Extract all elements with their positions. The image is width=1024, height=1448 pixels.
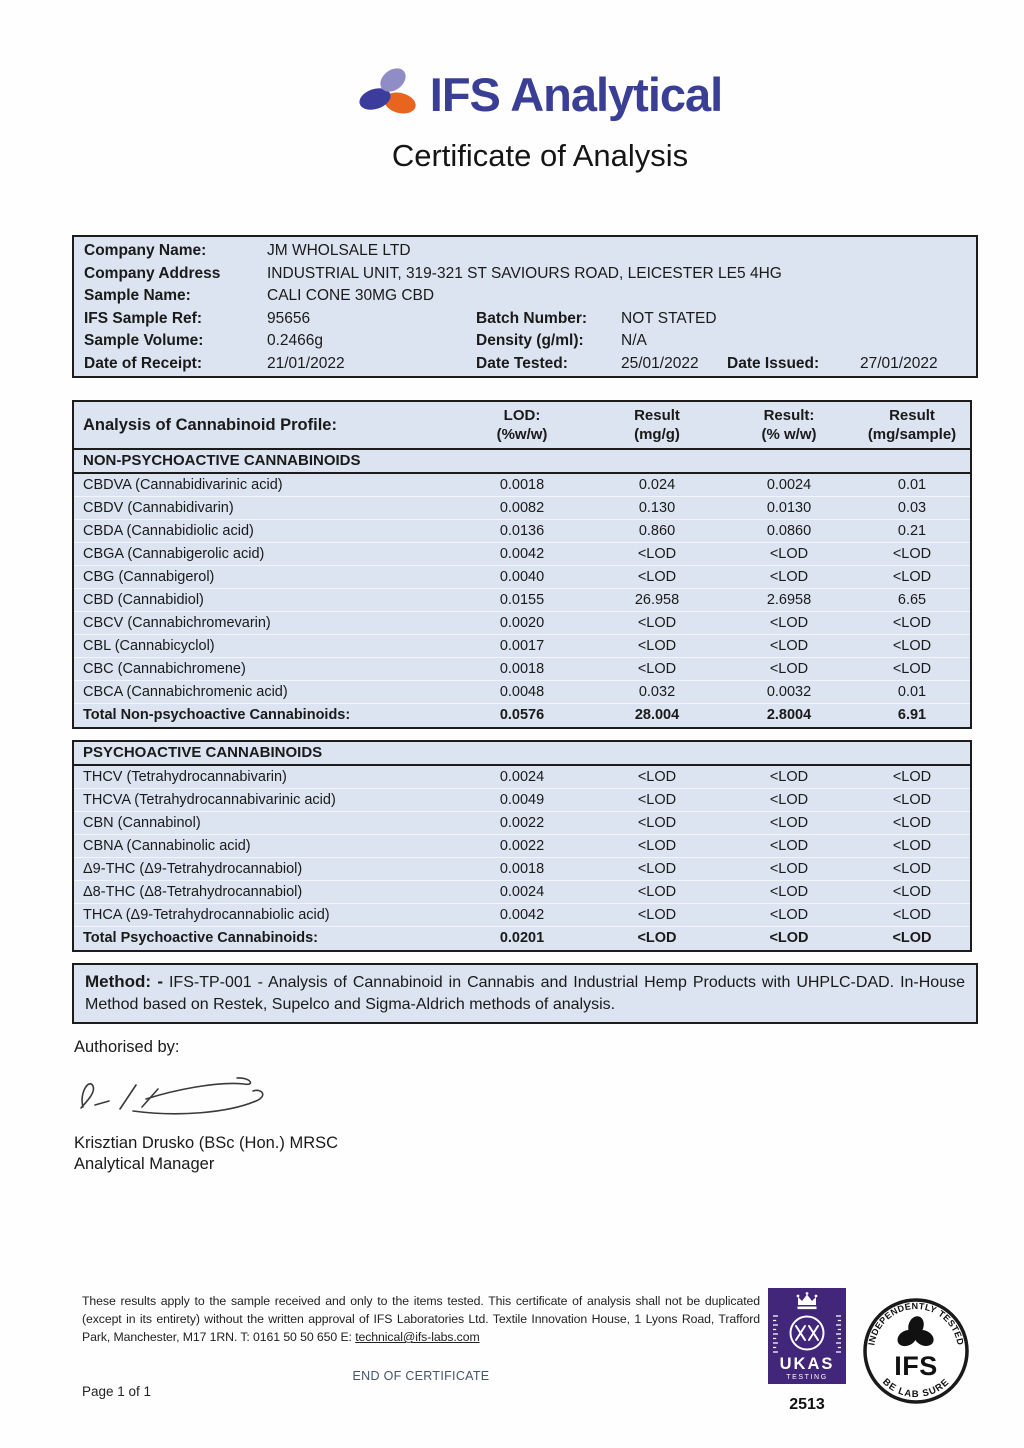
- signature-icon: [76, 1065, 276, 1117]
- result-cell: <LOD: [637, 861, 677, 877]
- result-cell: 0.0082: [499, 500, 545, 516]
- result-cell: <LOD: [769, 569, 809, 585]
- email-link[interactable]: technical@ifs-labs.com: [355, 1330, 480, 1345]
- result-cell: 0.0155: [499, 592, 545, 608]
- result-cell: <LOD: [769, 815, 809, 831]
- field-label: Sample Volume:: [84, 332, 204, 349]
- result-cell: <LOD: [892, 838, 932, 854]
- column-header-lod: [454, 402, 590, 448]
- result-cell: 0.0136: [499, 523, 545, 539]
- ukas-badge: [768, 1288, 846, 1414]
- table-row: [74, 766, 970, 789]
- result-cell: <LOD: [892, 792, 932, 808]
- result-cell: 0.0201: [499, 930, 545, 946]
- authorisation-block: [74, 1038, 338, 1174]
- result-cell: 6.91: [897, 707, 927, 723]
- result-cell: <LOD: [769, 546, 809, 562]
- result-cell: <LOD: [892, 638, 932, 654]
- result-cell: 0.03: [897, 500, 927, 516]
- field-label: Date of Receipt:: [84, 354, 202, 372]
- ifs-seal-icon: [861, 1294, 971, 1408]
- result-cell: <LOD: [892, 861, 932, 877]
- result-cell: <LOD: [637, 907, 677, 923]
- result-cell: <LOD: [769, 907, 809, 923]
- brand-name: IFS Analytical: [429, 67, 723, 121]
- seal-bottom-text: BE LAB SURE: [880, 1376, 952, 1401]
- result-cell: <LOD: [892, 930, 932, 946]
- method-text: IFS-TP-001 - Analysis of Cannabinoid in Cannabis and Industrial Hemp Products with UHPLC-DAD. In-House Method based on Restek, Supelco and Sigma-Aldrich methods of analysis.: [85, 974, 965, 1014]
- result-cell: 6.65: [897, 592, 927, 608]
- result-cell: 0.0576: [499, 707, 545, 723]
- result-cell: 0.01: [897, 684, 927, 700]
- ifs-seal-badge: [861, 1294, 971, 1413]
- result-cell: 0.01: [897, 477, 927, 493]
- field-label: Date Issued:: [727, 354, 820, 372]
- column-header-line: (% w/w): [761, 426, 817, 443]
- authorised-by-heading: Authorised by:: [74, 1038, 180, 1056]
- result-cell: <LOD: [769, 930, 809, 946]
- result-cell: 0.860: [638, 523, 676, 539]
- analyte-cell: THCVA (Tetrahydrocannabivarinic acid): [83, 792, 336, 808]
- table-row: [74, 858, 970, 881]
- result-cell: 0.0130: [766, 500, 812, 516]
- sample-info-table: [72, 235, 978, 378]
- column-header-mg-sample: [854, 402, 970, 448]
- table-row: [74, 474, 970, 497]
- ukas-accreditation-number: 2513: [789, 1396, 825, 1413]
- result-cell: <LOD: [637, 546, 677, 562]
- table-row: [74, 881, 970, 904]
- table-row: [74, 635, 970, 658]
- seal-center-text: IFS: [894, 1351, 938, 1381]
- field-value: 25/01/2022: [621, 354, 699, 372]
- authoriser-role: Analytical Manager: [74, 1155, 215, 1173]
- ukas-subtitle: TESTING: [786, 1374, 828, 1381]
- result-cell: 0.0018: [499, 861, 545, 877]
- page-number: Page 1 of 1: [82, 1384, 152, 1399]
- table-body-psychoactive: [74, 766, 970, 950]
- info-row-sample-name: [84, 285, 966, 308]
- result-cell: 0.0017: [499, 638, 545, 654]
- result-cell: <LOD: [637, 615, 677, 631]
- table-row: [74, 543, 970, 566]
- result-cell: <LOD: [892, 769, 932, 785]
- cannabinoid-profile-table: [72, 400, 972, 729]
- result-cell: <LOD: [637, 569, 677, 585]
- result-cell: <LOD: [769, 838, 809, 854]
- result-cell: <LOD: [769, 884, 809, 900]
- column-header-line: LOD:: [503, 407, 541, 424]
- disclaimer-body: These results apply to the sample received and only to the items tested. This certificate of analysis shall not be duplicated (except in its entirety) without the written approval of IFS Laboratories Ltd. Textile Innovation House, 1 Lyons Road, Trafford Park, Manchester, M17 1RN. T: 0161 50 50 650 E:: [82, 1294, 760, 1345]
- section-title-non-psychoactive: NON-PSYCHOACTIVE CANNABINOIDS: [74, 450, 970, 474]
- table-body-non-psychoactive: [74, 474, 970, 727]
- analyte-cell: CBDA (Cannabidiolic acid): [83, 523, 254, 539]
- field-value: NOT STATED: [621, 309, 717, 327]
- result-cell: <LOD: [769, 861, 809, 877]
- analyte-cell: CBDV (Cannabidivarin): [83, 500, 234, 516]
- analyte-cell: THCV (Tetrahydrocannabivarin): [83, 769, 287, 785]
- result-cell: 0.0020: [499, 615, 545, 631]
- disclaimer-text: [82, 1292, 760, 1346]
- analyte-cell: CBGA (Cannabigerolic acid): [83, 546, 265, 562]
- table-total-row: [74, 704, 970, 727]
- ukas-logo-icon: [768, 1288, 846, 1384]
- table-total-row: [74, 927, 970, 950]
- result-cell: 26.958: [634, 592, 680, 608]
- field-value: 0.2466g: [267, 332, 324, 349]
- result-cell: 0.0022: [499, 838, 545, 854]
- header: [90, 0, 990, 174]
- authoriser-name: Krisztian Drusko (BSc (Hon.) MRSC: [74, 1134, 339, 1152]
- analyte-cell: CBCV (Cannabichromevarin): [83, 615, 271, 631]
- result-cell: 0.0040: [499, 569, 545, 585]
- result-cell: 0.130: [638, 500, 676, 516]
- result-cell: <LOD: [892, 815, 932, 831]
- result-cell: 0.0024: [499, 769, 545, 785]
- analyte-cell: CBNA (Cannabinolic acid): [83, 838, 251, 854]
- column-header-line: Result: [634, 407, 680, 424]
- analyte-cell: THCA (Δ9-Tetrahydrocannabiolic acid): [83, 907, 330, 923]
- field-label: Company Name:: [84, 242, 207, 259]
- table-title: Analysis of Cannabinoid Profile:: [83, 415, 337, 434]
- result-cell: <LOD: [637, 661, 677, 677]
- result-cell: <LOD: [637, 792, 677, 808]
- analyte-cell: CBN (Cannabinol): [83, 815, 201, 831]
- field-value: 95656: [267, 309, 311, 327]
- table-row: [74, 566, 970, 589]
- column-header-line: (mg/sample): [867, 426, 957, 443]
- analyte-cell: CBDVA (Cannabidivarinic acid): [83, 477, 283, 493]
- result-cell: <LOD: [637, 769, 677, 785]
- result-cell: <LOD: [637, 838, 677, 854]
- ukas-name: UKAS: [779, 1355, 835, 1373]
- analyte-cell: Total Psychoactive Cannabinoids:: [83, 930, 319, 946]
- field-label: Date Tested:: [476, 354, 568, 372]
- field-value: CALI CONE 30MG CBD: [267, 287, 435, 304]
- table-header-row: [74, 402, 970, 450]
- result-cell: <LOD: [769, 769, 809, 785]
- column-header-line: Result:: [763, 407, 815, 424]
- info-row-company-name: [84, 240, 966, 263]
- result-cell: 2.6958: [766, 592, 812, 608]
- info-row-sample-ref: [84, 308, 966, 331]
- field-label: Sample Name:: [84, 287, 191, 304]
- analyte-cell: Total Non-psychoactive Cannabinoids:: [83, 707, 351, 723]
- table-row: [74, 681, 970, 704]
- result-cell: 0.0018: [499, 661, 545, 677]
- table-row: [74, 612, 970, 635]
- end-of-certificate: END OF CERTIFICATE: [352, 1369, 490, 1383]
- result-cell: <LOD: [892, 546, 932, 562]
- result-cell: 0.0048: [499, 684, 545, 700]
- result-cell: <LOD: [769, 615, 809, 631]
- result-cell: 2.8004: [766, 707, 812, 723]
- field-label: Company Address: [84, 264, 221, 282]
- result-cell: <LOD: [892, 907, 932, 923]
- result-cell: 0.21: [897, 523, 927, 539]
- analyte-cell: Δ8-THC (Δ8-Tetrahydrocannabiol): [83, 884, 303, 900]
- result-cell: 0.0024: [766, 477, 812, 493]
- analyte-cell: CBG (Cannabigerol): [83, 569, 215, 585]
- result-cell: <LOD: [637, 930, 677, 946]
- result-cell: <LOD: [637, 884, 677, 900]
- result-cell: <LOD: [892, 661, 932, 677]
- analyte-cell: CBL (Cannabicyclol): [83, 638, 215, 654]
- method-label: Method: -: [85, 972, 163, 991]
- result-cell: 0.024: [638, 477, 676, 493]
- field-value: N/A: [621, 332, 647, 349]
- result-cell: 0.0860: [766, 523, 812, 539]
- seal-top-text: INDEPENDENTLY TESTED: [866, 1300, 966, 1347]
- info-row-company-address: [84, 263, 966, 286]
- result-cell: <LOD: [769, 792, 809, 808]
- field-value: 21/01/2022: [267, 354, 345, 372]
- column-header-mg-g: [590, 402, 724, 448]
- result-cell: 0.0018: [499, 477, 545, 493]
- field-label: IFS Sample Ref:: [84, 309, 202, 327]
- table-row: [74, 835, 970, 858]
- method-box: [72, 963, 978, 1024]
- info-row-dates: [84, 353, 966, 376]
- column-header-pct-ww: [724, 402, 854, 448]
- analyte-cell: Δ9-THC (Δ9-Tetrahydrocannabiol): [83, 861, 303, 877]
- table-row: [74, 589, 970, 612]
- result-cell: <LOD: [892, 569, 932, 585]
- result-cell: 0.032: [638, 684, 676, 700]
- result-cell: 28.004: [634, 707, 680, 723]
- result-cell: 0.0049: [499, 792, 545, 808]
- result-cell: 0.0042: [499, 907, 545, 923]
- result-cell: <LOD: [892, 884, 932, 900]
- result-cell: <LOD: [892, 615, 932, 631]
- brand-logo: [90, 66, 990, 122]
- analyte-cell: CBCA (Cannabichromenic acid): [83, 684, 288, 700]
- page-title: Certificate of Analysis: [391, 138, 689, 173]
- table-row: [74, 497, 970, 520]
- table-row: [74, 904, 970, 927]
- result-cell: 0.0042: [499, 546, 545, 562]
- ifs-trefoil-icon: [358, 66, 420, 122]
- field-value: JM WHOLSALE LTD: [267, 242, 411, 259]
- table-row: [74, 520, 970, 543]
- result-cell: 0.0024: [499, 884, 545, 900]
- table-row: [74, 658, 970, 681]
- result-cell: <LOD: [769, 661, 809, 677]
- field-label: Density (g/ml):: [476, 332, 584, 349]
- info-row-sample-volume: [84, 330, 966, 353]
- column-header-line: Result: [889, 407, 935, 424]
- result-cell: <LOD: [637, 638, 677, 654]
- result-cell: 0.0022: [499, 815, 545, 831]
- field-value: 27/01/2022: [860, 354, 938, 372]
- result-cell: <LOD: [637, 815, 677, 831]
- table-row: [74, 812, 970, 835]
- result-cell: 0.0032: [766, 684, 812, 700]
- field-value: INDUSTRIAL UNIT, 319-321 ST SAVIOURS ROAD, LEICESTER LE5 4HG: [267, 264, 782, 282]
- column-header-line: (mg/g): [634, 426, 680, 443]
- analyte-cell: CBC (Cannabichromene): [83, 661, 246, 677]
- column-header-line: (%w/w): [496, 426, 548, 443]
- table-row: [74, 789, 970, 812]
- result-cell: <LOD: [769, 638, 809, 654]
- field-label: Batch Number:: [476, 309, 588, 327]
- analyte-cell: CBD (Cannabidiol): [83, 592, 204, 608]
- psychoactive-table: [72, 740, 972, 952]
- section-title-psychoactive: PSYCHOACTIVE CANNABINOIDS: [74, 742, 970, 766]
